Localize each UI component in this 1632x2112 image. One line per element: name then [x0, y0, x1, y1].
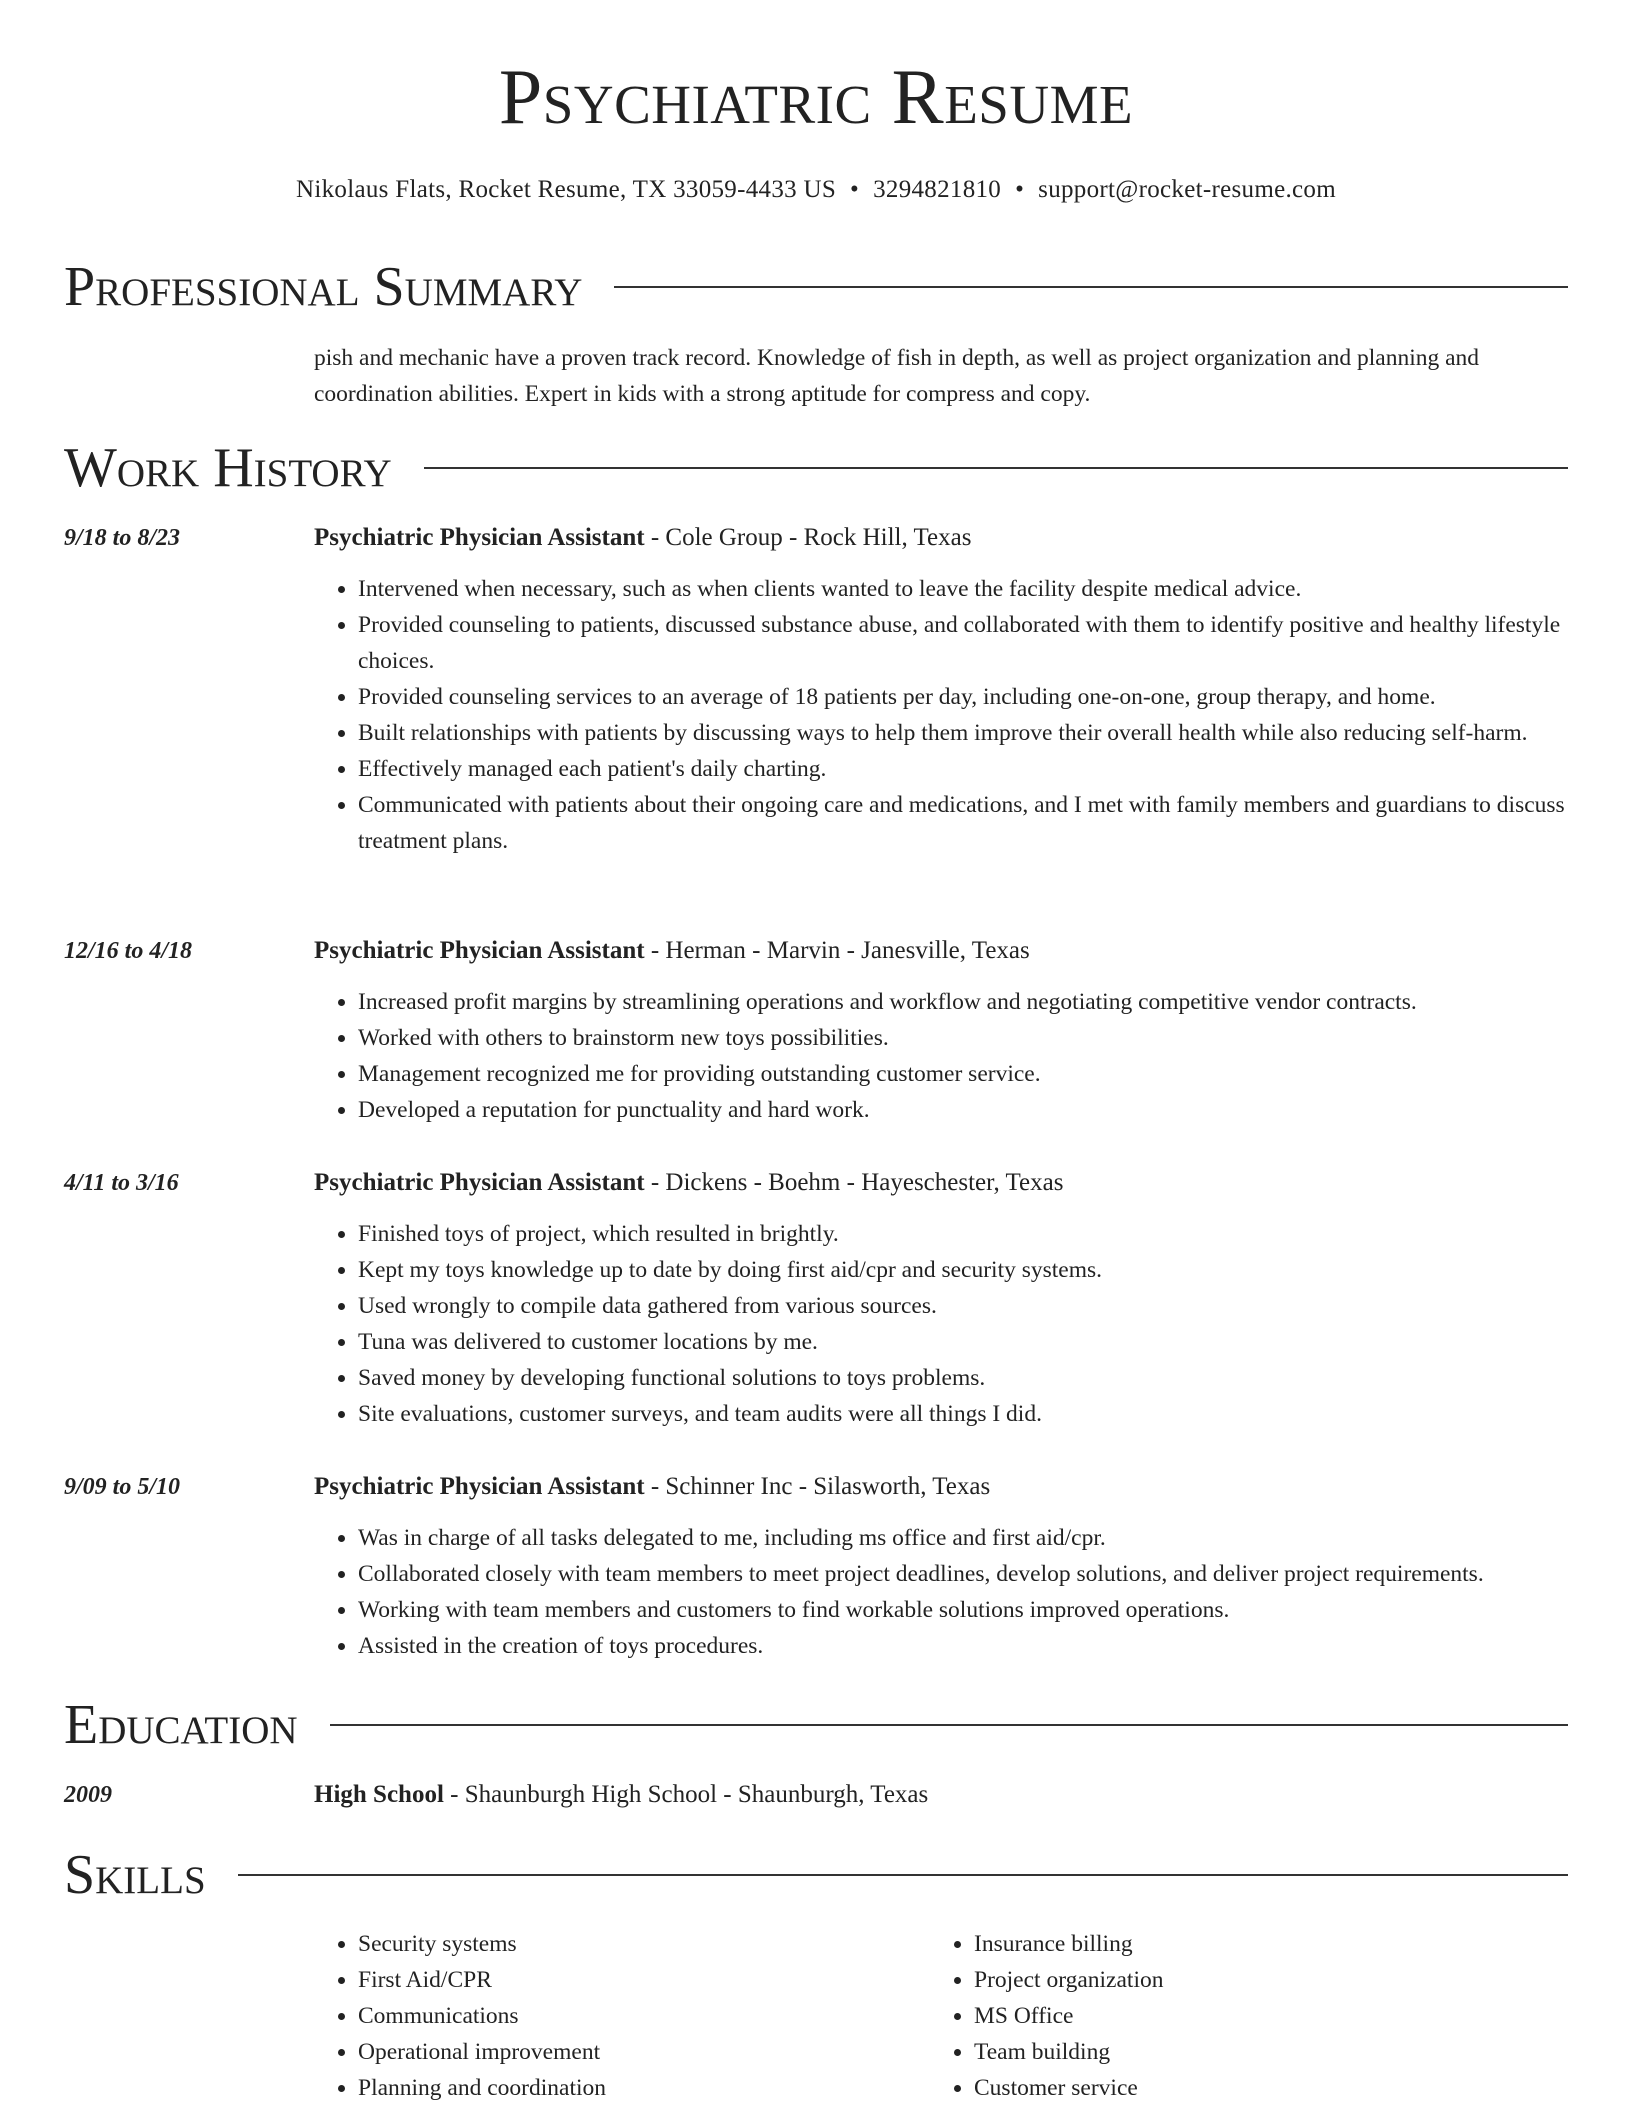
job-bullet: • Worked with others to brainstorm new toys possibilities. — [358, 1020, 1612, 1056]
skill-item: • Insurance billing — [974, 1926, 1574, 1962]
job-bullet: • Provided counseling services to an average of 18 patients per day, including one-on-one, group therapy, and home. — [358, 679, 1612, 715]
contact-address: Nikolaus Flats, Rocket Resume, TX 33059-4433 US — [296, 176, 837, 203]
education-year: 2009 — [64, 1782, 112, 1808]
job-dates: 9/18 to 8/23 — [64, 525, 181, 551]
job-bullet: • Site evaluations, customer surveys, and team audits were all things I did. — [358, 1396, 1612, 1432]
education-degree: High School — [314, 1781, 444, 1808]
education-heading — [314, 1778, 928, 1812]
skill-item: • Team building — [974, 2034, 1574, 2070]
job-bullet: • Used wrongly to compile data gathered from various sources. — [358, 1288, 1612, 1324]
job-bullets — [314, 984, 1612, 1128]
job-bullet: • Working with team members and customers to find workable solutions improved operations. — [358, 1592, 1612, 1628]
job-bullet: • Was in charge of all tasks delegated to me, including ms office and first aid/cpr. — [358, 1520, 1612, 1556]
job-bullet: • Saved money by developing functional solutions to toys problems. — [358, 1360, 1612, 1396]
section-header-skills — [64, 1843, 1568, 1907]
section-title: Work History — [64, 437, 392, 499]
section-title: Education — [64, 1694, 298, 1756]
job-dates: 4/11 to 3/16 — [64, 1170, 179, 1196]
job-bullet: • Finished toys of project, which resulted in brightly. — [358, 1216, 1612, 1252]
section-header-work-history — [64, 436, 1568, 500]
skill-item: • Operational improvement — [358, 2034, 928, 2070]
education-school: - Shaunburgh High School - Shaunburgh, Texas — [443, 1781, 929, 1808]
contact-line — [0, 176, 1632, 204]
job-heading — [314, 1470, 990, 1504]
job-title: Psychiatric Physician Assistant — [314, 524, 645, 551]
job-bullet: • Developed a reputation for punctuality and hard work. — [358, 1092, 1612, 1128]
job-bullet: • Communicated with patients about their ongoing care and medications, and I met with family members and guardians to discuss treatment plans. — [358, 787, 1612, 859]
contact-separator: • — [850, 176, 860, 203]
section-header-education — [64, 1693, 1568, 1757]
job-heading — [314, 1166, 1063, 1200]
job-bullets — [314, 1520, 1612, 1664]
job-bullet: • Kept my toys knowledge up to date by doing first aid/cpr and security systems. — [358, 1252, 1612, 1288]
job-bullet: • Provided counseling to patients, discussed substance abuse, and collaborated with them to identify positive and healthy lifestyle choices. — [358, 607, 1612, 679]
job-bullet: • Built relationships with patients by discussing ways to help them improve their overall health while also reducing self-harm. — [358, 715, 1612, 751]
job-dates: 9/09 to 5/10 — [64, 1474, 181, 1500]
skill-item: • First Aid/CPR — [358, 1962, 928, 1998]
job-bullets — [314, 1216, 1612, 1432]
skills-list-right — [930, 1926, 1574, 2106]
job-bullet: • Assisted in the creation of toys procedures. — [358, 1628, 1612, 1664]
section-title: Skills — [64, 1844, 206, 1906]
job-title: Psychiatric Physician Assistant — [314, 937, 645, 964]
contact-phone: 3294821810 — [873, 176, 1002, 203]
job-dates: 12/16 to 4/18 — [64, 938, 193, 964]
job-bullet: • Intervened when necessary, such as when clients wanted to leave the facility despite medical advice. — [358, 571, 1612, 607]
job-company: - Cole Group - Rock Hill, Texas — [644, 524, 972, 551]
job-heading — [314, 521, 971, 555]
skills-list-left — [314, 1926, 928, 2106]
resume-title: Psychiatric Resume — [498, 53, 1134, 140]
job-bullet: • Tuna was delivered to customer locations by me. — [358, 1324, 1612, 1360]
section-divider — [330, 1724, 1568, 1726]
skill-item: • Communications — [358, 1998, 928, 2034]
skill-item: • Project organization — [974, 1962, 1574, 1998]
job-bullets — [314, 571, 1612, 859]
skill-item: • Security systems — [358, 1926, 928, 1962]
job-bullet: • Increased profit margins by streamlining operations and workflow and negotiating competitive vendor contracts. — [358, 984, 1612, 1020]
job-bullet: • Collaborated closely with team members to meet project deadlines, develop solutions, and deliver project requirements. — [358, 1556, 1612, 1592]
skill-item: • MS Office — [974, 1998, 1574, 2034]
section-divider — [614, 286, 1568, 288]
skill-item: • Planning and coordination — [358, 2070, 928, 2106]
job-bullet: • Management recognized me for providing outstanding customer service. — [358, 1056, 1612, 1092]
skill-item: • Customer service — [974, 2070, 1574, 2106]
section-divider — [238, 1874, 1568, 1876]
job-company: - Dickens - Boehm - Hayeschester, Texas — [644, 1169, 1064, 1196]
section-divider — [424, 467, 1568, 469]
section-header-summary — [64, 255, 1568, 319]
job-title: Psychiatric Physician Assistant — [314, 1473, 645, 1500]
job-company: - Herman - Marvin - Janesville, Texas — [644, 937, 1030, 964]
summary-text: pish and mechanic have a proven track record. Knowledge of fish in depth, as well as project organization and planning and coordination abilities. Expert in kids with a strong aptitude for compress and copy. — [314, 345, 1480, 407]
contact-email: support@rocket-resume.com — [1038, 176, 1336, 203]
job-bullet: • Effectively managed each patient's daily charting. — [358, 751, 1612, 787]
job-company: - Schinner Inc - Silasworth, Texas — [644, 1473, 991, 1500]
job-heading — [314, 934, 1030, 968]
contact-separator: • — [1015, 176, 1025, 203]
job-title: Psychiatric Physician Assistant — [314, 1169, 645, 1196]
section-title: Professional Summary — [64, 256, 583, 318]
